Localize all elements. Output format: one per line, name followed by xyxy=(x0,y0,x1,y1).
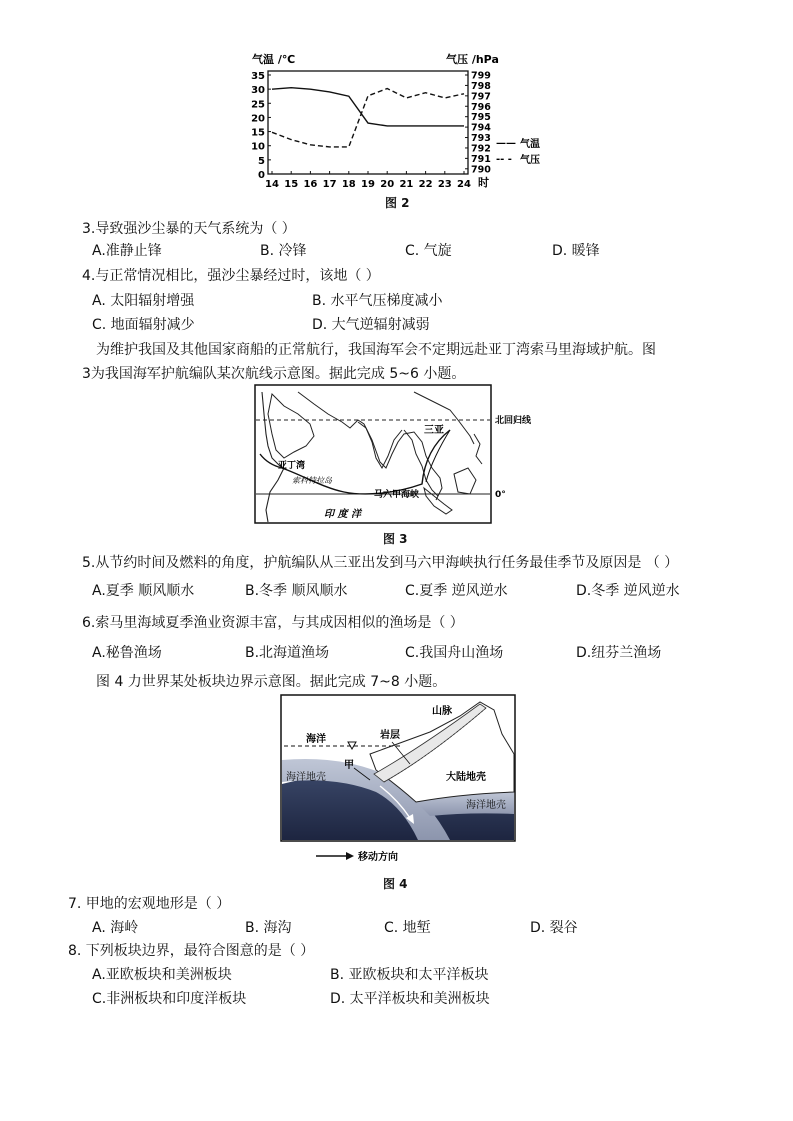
q5-option-c[interactable]: C.夏季 逆风逆水 xyxy=(405,583,508,599)
q6-option-c[interactable]: C.我国舟山渔场 xyxy=(405,645,504,661)
pressure-series-line xyxy=(272,89,464,147)
mountain-label: 山脉 xyxy=(432,706,452,717)
figure3-map xyxy=(254,384,544,526)
intro-paragraph-2: 图 4 力世界某处板块边界示意图。据此完成 7~8 小题。 xyxy=(96,674,447,690)
q7-option-d[interactable]: D. 裂谷 xyxy=(530,920,578,936)
right-tick-label: 795 xyxy=(471,112,491,124)
continental-crust-label: 大陆地壳 xyxy=(446,772,486,783)
left-tick-label: 15 xyxy=(251,127,265,139)
q7-option-b[interactable]: B. 海沟 xyxy=(245,920,292,936)
x-tick-label: 17 xyxy=(322,179,337,190)
left-tick-label: 0 xyxy=(258,170,265,181)
figure3-caption: 图 3 xyxy=(383,532,408,546)
x-unit-label: 时 xyxy=(478,176,489,189)
q3-option-b[interactable]: B. 冷锋 xyxy=(260,243,307,259)
oceanic-crust-left-label: 海洋地壳 xyxy=(286,772,326,783)
q7-option-a[interactable]: A. 海岭 xyxy=(92,920,139,936)
left-tick-label: 25 xyxy=(251,99,265,111)
q3-option-d[interactable]: D. 暖锋 xyxy=(552,243,600,259)
x-tick-label: 22 xyxy=(418,179,433,190)
q5-option-d[interactable]: D.冬季 逆风逆水 xyxy=(576,583,680,599)
socotra-label: 索科特拉岛 xyxy=(292,476,332,485)
q4-option-a[interactable]: A. 太阳辐射增强 xyxy=(92,293,195,309)
rock-layer-label: 岩层 xyxy=(380,730,400,741)
figure2-chart xyxy=(240,50,540,190)
right-tick-label: 790 xyxy=(471,164,491,176)
q4-option-b[interactable]: B. 水平气压梯度减小 xyxy=(312,293,443,309)
legend xyxy=(496,137,540,166)
right-tick-label: 797 xyxy=(471,91,491,103)
x-tick-label: 23 xyxy=(437,179,452,190)
q4-option-c[interactable]: C. 地面辐射减少 xyxy=(92,317,195,333)
right-tick-label: 798 xyxy=(471,80,491,92)
right-axis-label: 气压 /hPa xyxy=(446,53,499,66)
q5-option-b[interactable]: B.冬季 顺风顺水 xyxy=(245,583,348,599)
move-direction-label: 移动方向 xyxy=(358,852,398,863)
question-3-stem: 3.导致强沙尘暴的天气系统为（ ） xyxy=(82,221,296,237)
right-tick-label: 791 xyxy=(471,153,491,165)
q6-option-a[interactable]: A.秘鲁渔场 xyxy=(92,645,162,661)
right-tick-label: 799 xyxy=(471,70,491,82)
q3-option-c[interactable]: C. 气旋 xyxy=(405,243,452,259)
q6-option-b[interactable]: B.北海道渔场 xyxy=(245,645,330,661)
x-tick-label: 14 xyxy=(265,179,279,190)
malacca-label: 马六甲海峡 xyxy=(374,490,420,500)
right-tick-label: 796 xyxy=(471,101,491,113)
q6-option-d[interactable]: D.纽芬兰渔场 xyxy=(576,645,662,661)
q3-option-a[interactable]: A.准静止锋 xyxy=(92,243,162,259)
x-tick-label: 19 xyxy=(361,179,375,190)
x-tick-label: 24 xyxy=(457,179,471,190)
q8-option-d[interactable]: D. 太平洋板块和美洲板块 xyxy=(330,991,490,1007)
question-6-stem: 6.索马里海域夏季渔业资源丰富，与其成因相似的渔场是（ ） xyxy=(82,615,464,631)
left-tick-label: 35 xyxy=(251,71,265,82)
legend-temp-label: 气温 xyxy=(520,139,540,150)
q8-option-a[interactable]: A.亚欧板块和美洲板块 xyxy=(92,967,232,983)
left-tick-label: 10 xyxy=(251,141,265,153)
question-5-stem: 5.从节约时间及燃料的角度，护航编队从三亚出发到马六甲海峡执行任务最佳季节及原因是 （ ） xyxy=(82,555,679,571)
q8-option-c[interactable]: C.非洲板块和印度洋板块 xyxy=(92,991,247,1007)
oceanic-crust-right-label: 海洋地壳 xyxy=(466,800,506,811)
tropic-of-cancer-label: 北回归线 xyxy=(495,416,532,426)
jia-label: 甲 xyxy=(344,760,354,771)
x-tick-label: 16 xyxy=(303,179,318,190)
intro-paragraph-1-line2: 3为我国海军护航编队某次航线示意图。据此完成 5~6 小题。 xyxy=(82,366,466,382)
figure2-caption: 图 2 xyxy=(385,196,410,210)
x-tick-label: 15 xyxy=(284,179,299,190)
legend-pressure-label: 气压 xyxy=(520,155,540,166)
equator-label: 0° xyxy=(495,490,506,500)
ocean-label: 印 度 洋 xyxy=(324,509,361,520)
sanya-label: 三亚 xyxy=(424,425,444,436)
left-tick-label: 30 xyxy=(251,85,265,97)
figure4-caption: 图 4 xyxy=(383,877,408,891)
right-tick-label: 794 xyxy=(471,122,491,134)
right-tick-label: 792 xyxy=(471,143,491,155)
sea-label: 海洋 xyxy=(306,734,326,745)
aden-label: 亚丁湾 xyxy=(278,461,306,471)
left-tick-label: 20 xyxy=(251,113,265,125)
q4-option-d[interactable]: D. 大气逆辐射减弱 xyxy=(312,317,430,333)
legend-temp-glyph: —— xyxy=(496,138,516,149)
question-7-stem: 7. 甲地的宏观地形是（ ） xyxy=(68,896,231,912)
left-tick-label: 5 xyxy=(258,155,265,167)
x-tick-label: 21 xyxy=(399,179,414,190)
x-tick-label: 20 xyxy=(380,179,395,190)
q5-option-a[interactable]: A.夏季 顺风顺水 xyxy=(92,583,195,599)
move-direction-arrowhead xyxy=(346,852,354,860)
figure4-diagram xyxy=(280,694,520,864)
q8-option-b[interactable]: B. 亚欧板块和太平洋板块 xyxy=(330,967,489,983)
intro-paragraph-1-line1: 为维护我国及其他国家商船的正常航行，我国海军会不定期远赴亚丁湾索马里海域护航。图 xyxy=(96,342,656,358)
left-axis-label: 气温 /℃ xyxy=(252,53,296,66)
question-8-stem: 8. 下列板块边界，最符合图意的是（ ） xyxy=(68,943,315,959)
x-tick-label: 18 xyxy=(341,179,356,190)
legend-pressure-glyph: -- - xyxy=(496,154,512,165)
question-4-stem: 4.与正常情况相比，强沙尘暴经过时，该地（ ） xyxy=(82,268,380,284)
right-tick-label: 793 xyxy=(471,133,491,145)
q7-option-c[interactable]: C. 地堑 xyxy=(384,920,431,936)
temperature-series-line xyxy=(272,88,464,126)
